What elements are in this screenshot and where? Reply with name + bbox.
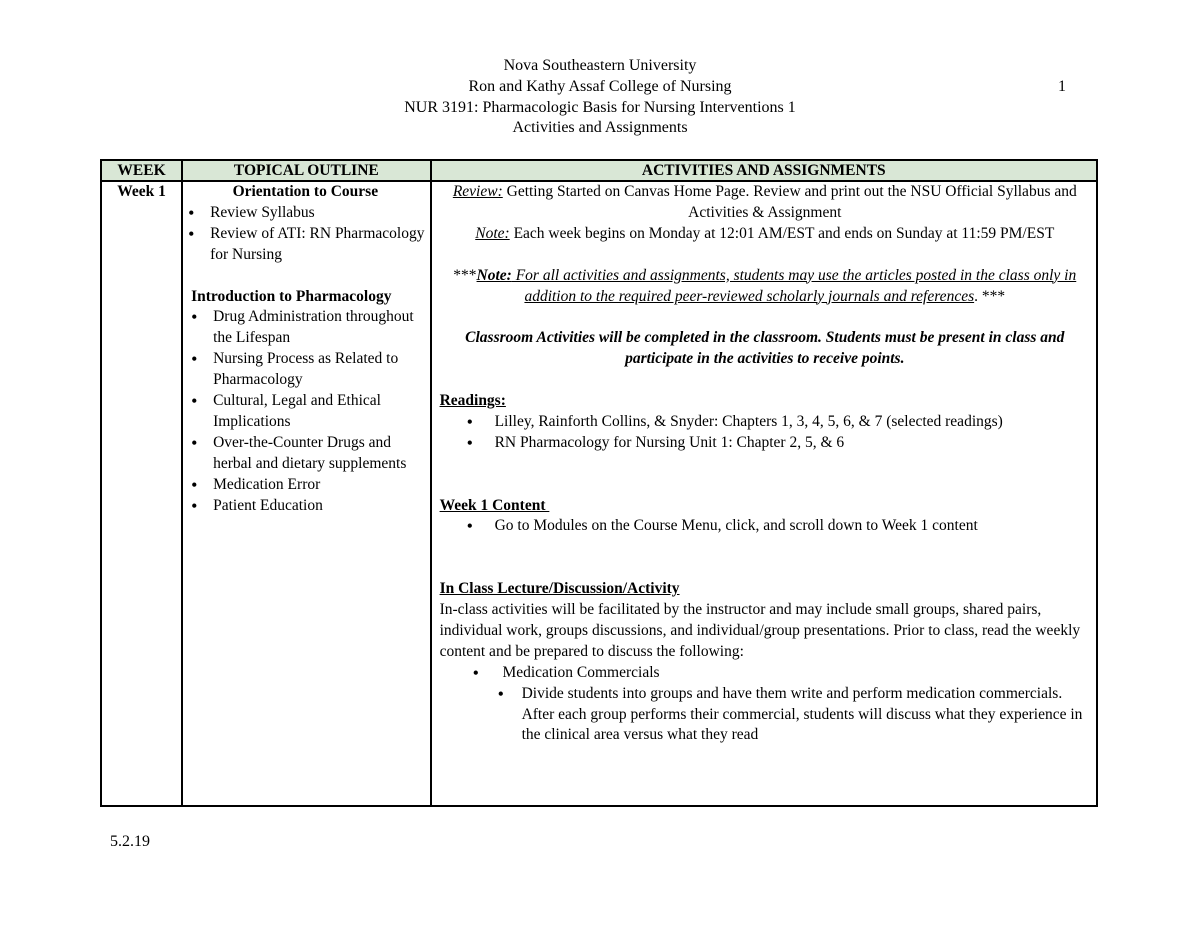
table-row: [101, 181, 1097, 806]
week-content-list: [440, 516, 1090, 537]
list-item: • Medication Commercials: [440, 663, 1090, 684]
list-item: • Lilley, Rainforth Collins, & Snyder: Chapters 1, 3, 4, 5, 6, & 7 (selected readings): [440, 412, 1090, 433]
list-item: • RN Pharmacology for Nursing Unit 1: Chapter 2, 5, & 6: [440, 433, 1090, 454]
list-item: • Patient Education: [185, 496, 425, 517]
list-item: • Review Syllabus: [185, 203, 425, 224]
list-item: • Go to Modules on the Course Menu, click, and scroll down to Week 1 content: [440, 516, 1090, 537]
intro-list: [185, 307, 425, 516]
lecture-heading: In Class Lecture/Discussion/Activity: [439, 580, 680, 598]
review-paragraph: Review: Getting Started on Canvas Home Page. Review and print out the NSU Official Syllabus and Activities & Assignment: [452, 183, 1077, 221]
university-name: Nova Southeastern University: [503, 57, 697, 74]
lecture-list: [440, 663, 1090, 684]
document-title: Activities and Assignments: [512, 119, 688, 137]
footer-date: 5.2.19: [110, 833, 150, 850]
star-note-paragraph: ***Note: For all activities and assignments, students may use the articles posted in the class only in addition to the required peer-reviewed scholarly journals and references. ***: [453, 266, 1077, 305]
list-item: • Over-the-Counter Drugs and herbal and dietary supplements: [185, 433, 425, 475]
list-item: • Cultural, Legal and Ethical Implications: [185, 391, 425, 433]
week-label: Week 1: [117, 183, 166, 200]
list-item: • Review of ATI: RN Pharmacology for Nursing: [185, 224, 425, 266]
readings-list: [440, 412, 1090, 454]
week-content-heading: Week 1 Content: [439, 496, 550, 514]
lecture-sublist: [440, 684, 1090, 747]
list-item: • Drug Administration throughout the Lifespan: [185, 307, 425, 349]
schedule-table: [100, 159, 1098, 807]
outline-cell: [182, 181, 430, 806]
week-cell: [101, 181, 182, 806]
document-header: [0, 56, 1200, 139]
course-title: NUR 3191: Pharmacologic Basis for Nursing Interventions 1: [404, 98, 796, 116]
classroom-note: Classroom Activities will be completed in the classroom. Students must be present in class and participate in the activities to receive points.: [465, 329, 1065, 368]
column-header-activities: ACTIVITIES AND ASSIGNMENTS: [431, 160, 1097, 181]
college-name: Ron and Kathy Assaf College of Nursing: [468, 77, 732, 95]
note-paragraph: Note: Each week begins on Monday at 12:01 AM/EST and ends on Sunday at 11:59 PM/EST: [475, 224, 1055, 242]
list-item: • Divide students into groups and have them write and perform medication commercials. After each group performs their commercial, students will discuss what they experience in the clinical area versus what they read: [440, 684, 1090, 747]
page-number: 1: [1058, 78, 1066, 95]
readings-heading: Readings:: [439, 392, 506, 410]
column-header-topical-outline: TOPICAL OUTLINE: [182, 160, 430, 181]
list-item: • Medication Error: [185, 475, 425, 496]
outline-heading-orientation: Orientation to Course: [232, 183, 379, 200]
column-header-week: WEEK: [101, 160, 182, 181]
lecture-text: In-class activities will be facilitated by the instructor and may include small groups, shared pairs, individual work, groups discussions, and individual/group presentations. Prior to class, read the weekly content and be prepared to discuss the following:: [439, 601, 1081, 660]
orientation-list: [185, 203, 425, 266]
activities-cell: [431, 181, 1097, 806]
table-header-row: [101, 160, 1097, 181]
list-item: • Nursing Process as Related to Pharmacology: [185, 349, 425, 391]
outline-heading-intro: Introduction to Pharmacology: [191, 287, 392, 305]
